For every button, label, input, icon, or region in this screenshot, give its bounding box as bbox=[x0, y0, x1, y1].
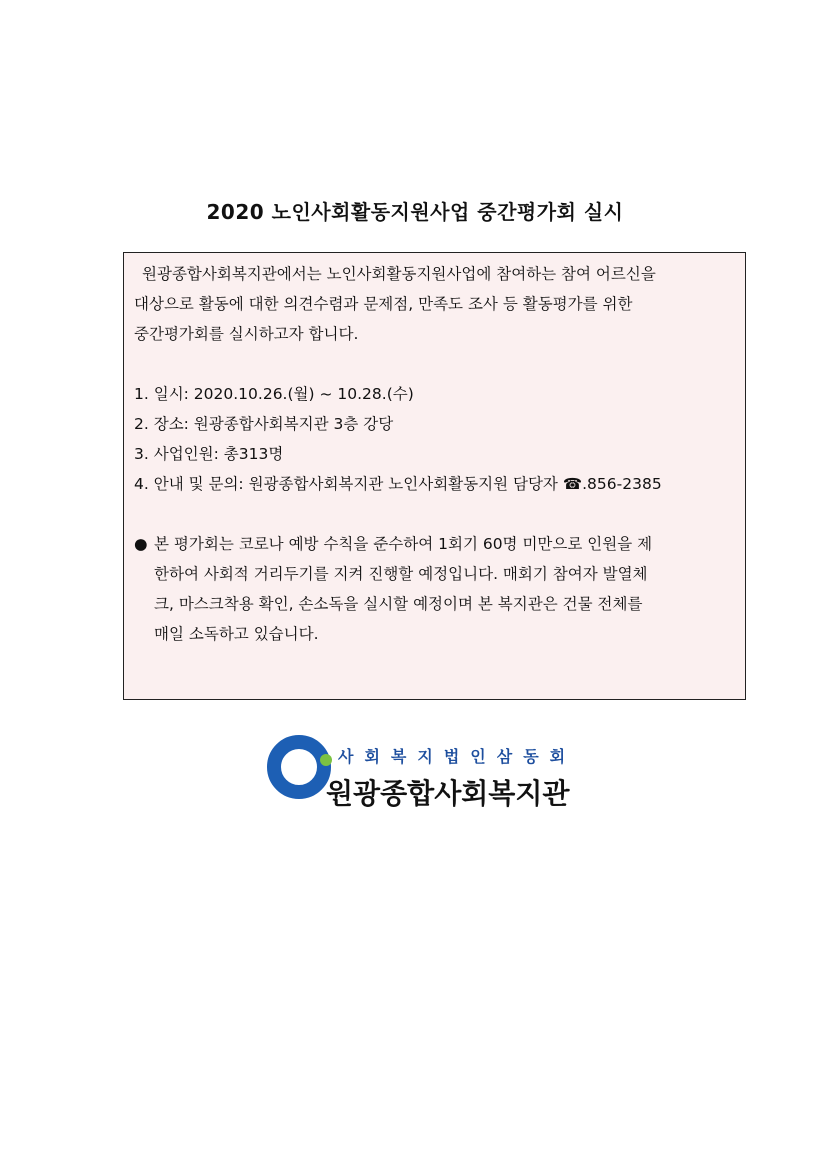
notice-line: 한하여 사회적 거리두기를 지켜 진행할 예정입니다. 매회기 참여자 발열체 bbox=[154, 565, 648, 583]
logo-name: 원광종합사회복지관 bbox=[326, 777, 570, 810]
intro-line: 중간평가회를 실시하고자 합니다. bbox=[134, 325, 359, 343]
notice-line: 본 평가회는 코로나 예방 수칙을 준수하여 1회기 60명 미만으로 인원을 제 bbox=[154, 535, 653, 553]
logo-subtitle: 사회복지법인삼동회 bbox=[338, 747, 577, 766]
spacer bbox=[134, 499, 735, 529]
item-date: 1. 일시: 2020.10.26.(월) ~ 10.28.(수) bbox=[134, 385, 414, 403]
spacer bbox=[134, 349, 735, 379]
organization-logo bbox=[266, 730, 577, 810]
covid-notice-text bbox=[154, 529, 652, 649]
item-place: 2. 장소: 원광종합사회복지관 3층 강당 bbox=[134, 415, 394, 433]
item-participants: 3. 사업인원: 총313명 bbox=[134, 445, 284, 463]
notice-line: 매일 소독하고 있습니다. bbox=[154, 625, 319, 643]
covid-notice bbox=[134, 529, 735, 649]
bullet-icon: ● bbox=[134, 535, 148, 553]
intro-line: 원광종합사회복지관에서는 노인사회활동지원사업에 참여하는 참여 어르신을 bbox=[142, 265, 656, 283]
notice-box bbox=[123, 252, 746, 700]
page-title: 2020 노인사회활동지원사업 중간평가회 실시 bbox=[206, 200, 624, 224]
item-contact: 4. 안내 및 문의: 원광종합사회복지관 노인사회활동지원 담당자 ☎.856-2385 bbox=[134, 475, 662, 493]
intro-line: 대상으로 활동에 대한 의견수렴과 문제점, 만족도 조사 등 활동평가를 위한 bbox=[134, 295, 633, 313]
notice-line: 크, 마스크착용 확인, 손소독을 실시할 예정이며 본 복지관은 건물 전체를 bbox=[154, 595, 643, 613]
